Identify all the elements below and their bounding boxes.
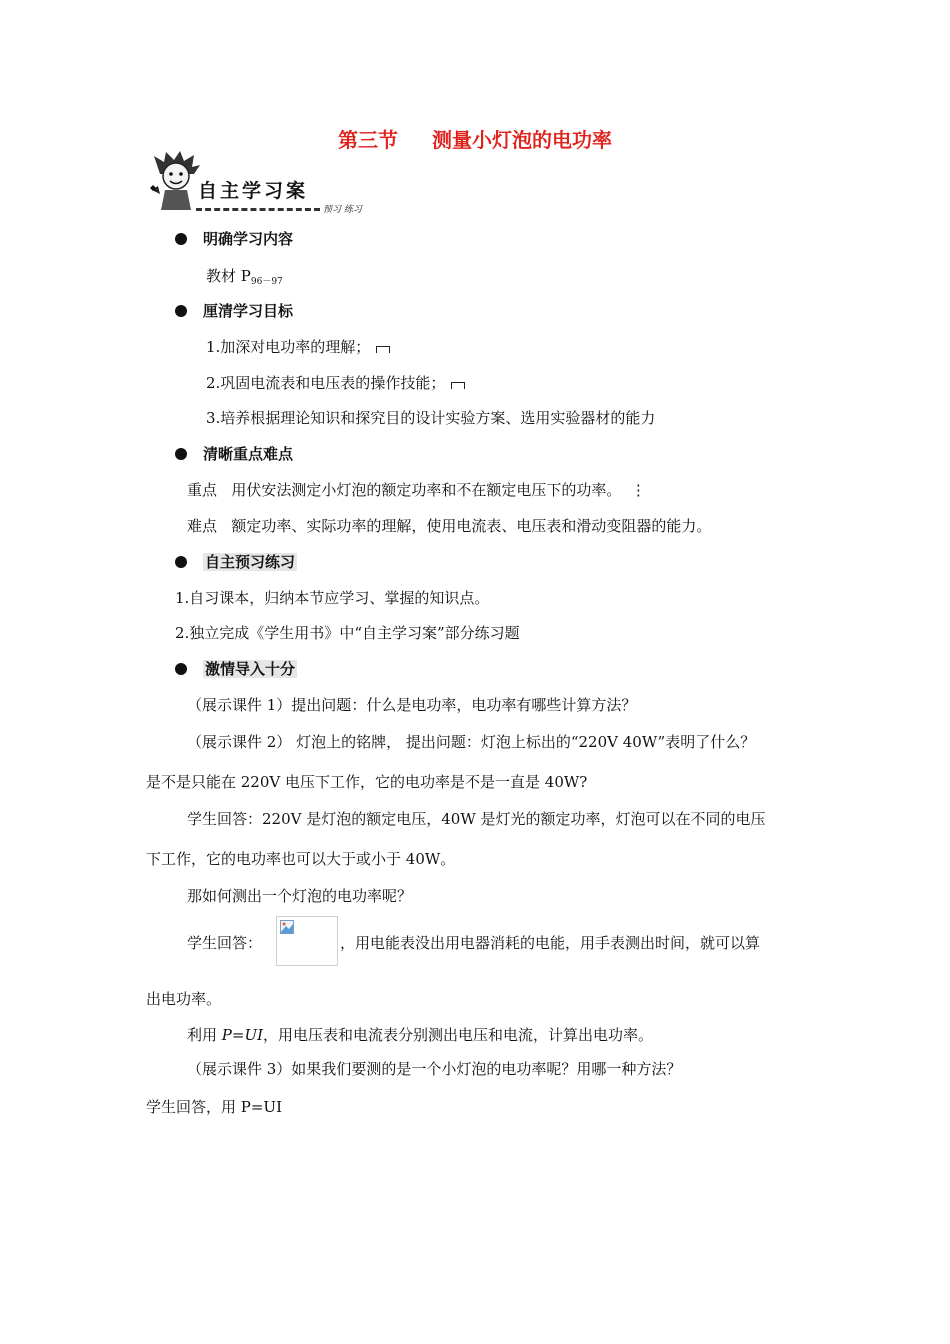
bracket-mark-icon [451,382,465,389]
formula-p-ui: P=UI [221,1026,264,1044]
paragraph-courseware-1: （展示课件 1）提出问题：什么是电功率，电功率有哪些计算方法？ [187,696,637,714]
section-heading-1: 明确学习内容 [175,228,293,249]
title-topic: 测量小灯泡的电功率 [432,128,612,152]
paragraph-answer-1: 学生回答：220V 是灯泡的额定电压，40W 是灯光的额定功率，灯泡可以在不同的电压 [187,810,766,828]
paragraph-answer-3: 学生回答，用 P=UI [146,1098,282,1116]
preview-item-1: 1.自习课本，归纳本节应学习、掌握的知识点。 [175,589,490,607]
banner-sub-text: 预习 练习 [323,205,362,215]
bullet-icon [175,556,187,568]
section-heading-4: 自主预习练习 [175,551,297,572]
goal-item-3: 3.培养根据理论知识和探究目的设计实验方案、选用实验器材的能力 [206,409,656,427]
bullet-icon [175,305,187,317]
self-study-banner [148,150,388,218]
goal-item-1: 1.加深对电功率的理解； [206,336,390,357]
bracket-mark-icon [376,346,390,353]
difficult-point: 难点 额定功率、实际功率的理解，使用电流表、电压表和滑动变阻器的能力。 [187,517,712,535]
key-point: 重点 用伏安法测定小灯泡的额定功率和不在额定电压下的功率。 ⋮ [187,481,646,499]
bullet-icon [175,233,187,245]
paragraph-courseware-3: （展示课件 3）如果我们要测的是一个小灯泡的电功率呢？用哪一种方法？ [187,1060,682,1078]
section-heading-3: 清晰重点难点 [175,443,293,464]
cartoon-boy-icon [148,150,204,212]
paragraph-courseware-2: （展示课件 2） 灯泡上的铭牌， 提出问题：灯泡上标出的“220V 40W”表明了什么？ [187,733,756,751]
page-title [0,124,950,153]
paragraph-answer-2-rest: ，用电能表没出用电器消耗的电能，用手表测出时间，就可以算 [340,934,761,952]
section-heading-2: 厘清学习目标 [175,300,293,321]
paragraph-answer-2-cont: 出电功率。 [146,990,222,1008]
title-section: 第三节 [338,128,398,152]
paragraph-answer-1-cont: 下工作，它的电功率也可以大于或小于 40W。 [146,850,456,868]
textbook-pages: 教材 $P_{96-97}$ [206,267,283,287]
broken-image-icon [280,920,294,934]
paragraph-question: 那如何测出一个灯泡的电功率呢？ [187,887,413,905]
paragraph-courseware-2-cont: 是不是只能在 220V 电压下工作，它的电功率是不是一直是 40W? [146,773,588,791]
section-heading-5: 激情导入十分 [175,658,297,679]
paragraph-answer-2-label: 学生回答： [187,934,263,952]
broken-image-placeholder [276,916,338,966]
preview-item-2: 2.独立完成《学生用书》中“自主学习案”部分练习题 [175,624,520,642]
paragraph-formula: 利用 P=UI，用电压表和电流表分别测出电压和电流，计算出电功率。 [187,1026,654,1044]
goal-item-2: 2.巩固电流表和电压表的操作技能； [206,372,465,393]
banner-main-text: 自主学习案 [198,180,309,202]
bullet-icon [175,448,187,460]
banner-dash-line [196,208,320,211]
bullet-icon [175,663,187,675]
